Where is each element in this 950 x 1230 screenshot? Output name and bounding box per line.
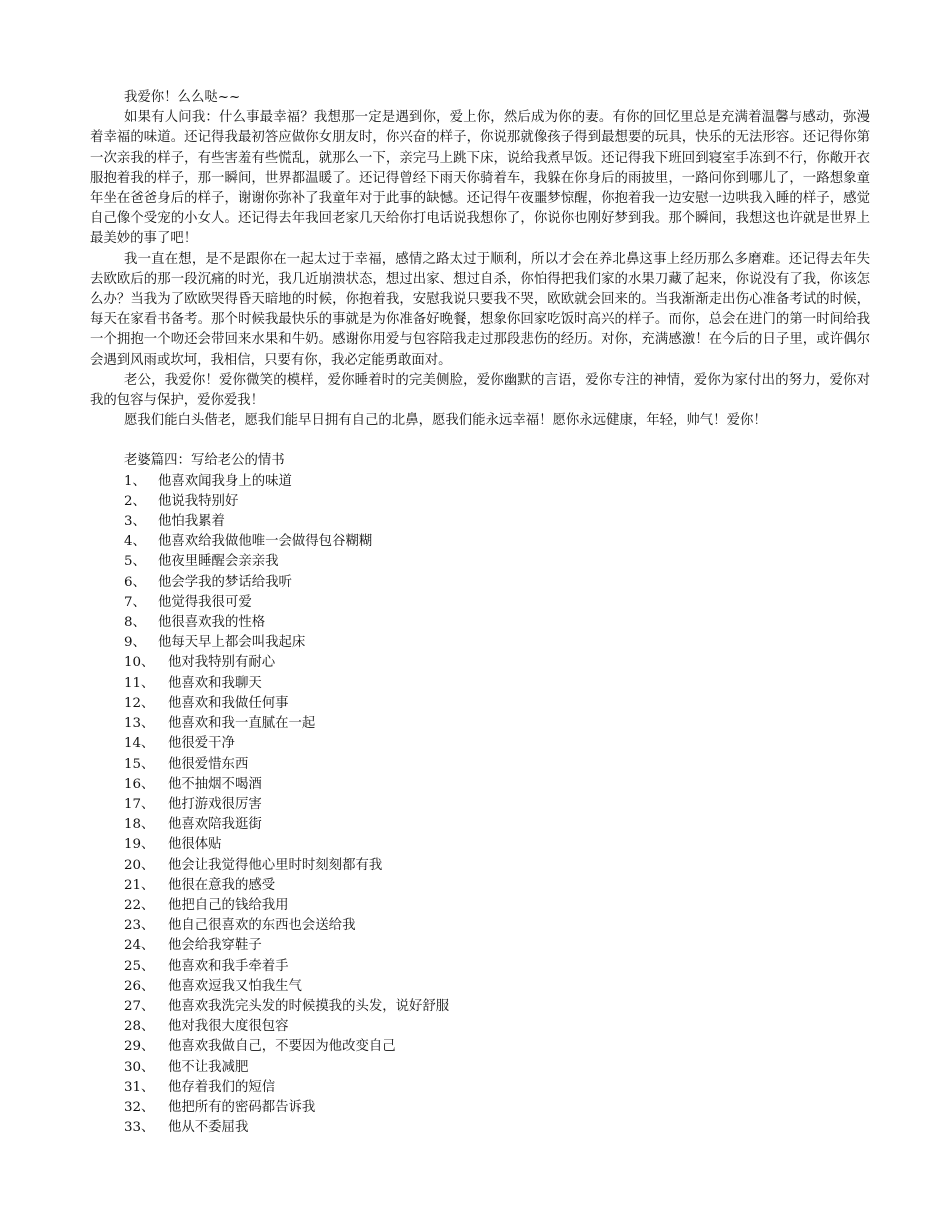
list-item-text: 他喜欢给我做他唯一会做得包谷糊糊 — [158, 534, 373, 550]
list-item-number: 27、 — [124, 998, 155, 1014]
list-item-number: 25、 — [124, 958, 155, 974]
list-item-text: 他每天早上都会叫我起床 — [158, 635, 306, 651]
list-item-number: 28、 — [124, 1019, 155, 1035]
list-item — [90, 876, 870, 896]
list-item — [90, 896, 870, 916]
list-item — [90, 694, 870, 714]
list-item — [90, 552, 870, 572]
list-item — [90, 835, 870, 855]
list-item-number: 9、 — [124, 635, 146, 651]
list-item-number: 30、 — [124, 1059, 155, 1075]
love-list — [90, 472, 870, 1139]
list-item-text: 他会学我的梦话给我听 — [158, 574, 292, 590]
list-item-text: 他很喜欢我的性格 — [158, 615, 266, 631]
list-item-number: 21、 — [124, 877, 155, 893]
list-item-number: 4、 — [124, 534, 146, 550]
list-item-text: 他从不委屈我 — [168, 1120, 249, 1136]
list-item-number: 3、 — [124, 514, 146, 530]
list-item — [90, 492, 870, 512]
list-item — [90, 653, 870, 673]
list-item-text: 他喜欢逗我又怕我生气 — [168, 978, 302, 994]
list-item — [90, 734, 870, 754]
list-item-text: 他喜欢和我聊天 — [168, 675, 262, 691]
list-item-text: 他把自己的钱给我用 — [168, 897, 289, 913]
list-item — [90, 472, 870, 492]
list-item-number: 10、 — [124, 655, 155, 671]
list-item — [90, 532, 870, 552]
list-item-number: 19、 — [124, 837, 155, 853]
greeting-line: 我爱你！么么哒~~ — [124, 90, 241, 105]
list-item-number: 24、 — [124, 938, 155, 954]
list-item — [90, 1017, 870, 1037]
list-item — [90, 916, 870, 936]
list-item-text: 他喜欢和我手牵着手 — [168, 958, 289, 974]
section-title: 老婆篇四：写给老公的情书 — [124, 453, 285, 469]
list-item-text: 他很体贴 — [168, 837, 222, 853]
list-item-text: 他喜欢闻我身上的味道 — [158, 473, 292, 489]
list-item-text: 他觉得我很可爱 — [158, 594, 252, 610]
list-item-text: 他喜欢我洗完头发的时候摸我的头发，说好舒服 — [168, 998, 450, 1014]
list-item-text: 他喜欢我做自己，不要因为他改变自己 — [168, 1039, 396, 1055]
list-item-text: 他怕我累着 — [158, 514, 225, 530]
list-item-number: 13、 — [124, 716, 155, 732]
list-item — [90, 1037, 870, 1057]
list-item — [90, 755, 870, 775]
list-item — [90, 815, 870, 835]
list-item — [90, 593, 870, 613]
list-item — [90, 1078, 870, 1098]
list-item-number: 14、 — [124, 736, 155, 752]
list-item — [90, 936, 870, 956]
list-item — [90, 633, 870, 653]
list-item-text: 他喜欢陪我逛街 — [168, 817, 262, 833]
list-item-text: 他打游戏很厉害 — [168, 796, 262, 812]
list-item-number: 23、 — [124, 918, 155, 934]
list-item-text: 他很爱干净 — [168, 736, 235, 752]
blank-line — [90, 431, 870, 451]
list-item-number: 15、 — [124, 756, 155, 772]
list-item-text: 他不让我减肥 — [168, 1059, 249, 1075]
list-item — [90, 1098, 870, 1118]
paragraph-3: 老公，我爱你！爱你微笑的模样，爱你睡着时的完美侧脸，爱你幽默的言语，爱你专注的神情，爱你为家付出的努力，爱你对我的包容与保护，爱你爱我！ — [90, 372, 870, 409]
list-item-number: 20、 — [124, 857, 155, 873]
list-item-text: 他对我很大度很包容 — [168, 1019, 289, 1035]
list-item-number: 8、 — [124, 615, 146, 631]
list-item — [90, 795, 870, 815]
list-item-text: 他喜欢和我做任何事 — [168, 695, 289, 711]
list-item — [90, 573, 870, 593]
list-item-text: 他不抽烟不喝酒 — [168, 776, 262, 792]
list-item-number: 6、 — [124, 574, 146, 590]
list-item — [90, 856, 870, 876]
list-item-number: 12、 — [124, 695, 155, 711]
list-item-text: 他存着我们的短信 — [168, 1079, 276, 1095]
list-item-number: 2、 — [124, 493, 146, 509]
list-item-text: 他夜里睡醒会亲亲我 — [158, 554, 279, 570]
list-item-text: 他对我特别有耐心 — [168, 655, 276, 671]
paragraph-2: 我一直在想，是不是跟你在一起太过于幸福，感情之路太过于顺利，所以才会在养北鼻这事上经历那么多磨难。还记得去年失去欧欧后的那一段沉痛的时光，我几近崩溃状态，想过出家、想过自杀，你怕得把我们家的水果刀藏了起来，你说没有了我，你该怎么办？当我为了欧欧哭得昏天暗地的时候，你抱着我，安慰我说只要我不哭，欧欧就会回来的。当我渐渐走出伤心准备考试的时候，每天在家看书备考。那个时候我最快乐的事就是为你准备好晚餐，想象你回家吃饭时高兴的样子。而你，总会在进门的第一时间给我一个拥抱一个吻还会带回来水果和牛奶。感谢你用爱与包容陪我走过那段悲伤的经历。对你，充满感激！在今后的日子里，或许偶尔会遇到风雨或坎坷，我相信，只要有你，我必定能勇敢面对。 — [90, 251, 870, 368]
list-item-number: 17、 — [124, 796, 155, 812]
list-item — [90, 775, 870, 795]
list-item — [90, 613, 870, 633]
list-item-number: 18、 — [124, 817, 155, 833]
list-item-text: 他很爱惜东西 — [168, 756, 249, 772]
list-item-number: 29、 — [124, 1039, 155, 1055]
list-item-number: 22、 — [124, 897, 155, 913]
list-item-number: 33、 — [124, 1120, 155, 1136]
list-item-text: 他会给我穿鞋子 — [168, 938, 262, 954]
paragraph-1: 如果有人问我：什么事最幸福？我想那一定是遇到你，爱上你，然后成为你的妻。有你的回忆里总是充满着温馨与感动，弥漫着幸福的味道。还记得我最初答应做你女朋友时，你兴奋的样子，你说那就像孩子得到最想要的玩具，快乐的无法形容。还记得你第一次亲我的样子，有些害羞有些慌乱，就那么一下，亲完马上跳下床，说给我煮早饭。还记得我下班回到寝室手冻到不行，你敞开衣服抱着我的样子，那一瞬间，世界都温暖了。还记得曾经下雨天你骑着车，我躲在你身后的雨披里，一路问你到哪儿了，一路想象童年坐在爸爸身后的样子，谢谢你弥补了我童年对于此事的缺憾。还记得午夜噩梦惊醒，你抱着我一边安慰一边哄我入睡的样子，感觉自己像个受宠的小女人。还记得去年我回老家几天给你打电话说我想你了，你说你也刚好梦到我。那个瞬间，我想这也许就是世界上最美妙的事了吧！ — [90, 110, 870, 247]
list-item — [90, 674, 870, 694]
list-item — [90, 1058, 870, 1078]
list-item-number: 26、 — [124, 978, 155, 994]
list-item-number: 32、 — [124, 1099, 155, 1115]
list-item-text: 他会让我觉得他心里时时刻刻都有我 — [168, 857, 383, 873]
list-item — [90, 1118, 870, 1138]
list-item — [90, 714, 870, 734]
list-item — [90, 997, 870, 1017]
list-item-text: 他自己很喜欢的东西也会送给我 — [168, 918, 356, 934]
list-item-text: 他喜欢和我一直腻在一起 — [168, 716, 316, 732]
list-item-text: 他说我特别好 — [158, 493, 239, 509]
list-item — [90, 512, 870, 532]
list-item — [90, 957, 870, 977]
paragraph-4: 愿我们能白头偕老，愿我们能早日拥有自己的北鼻，愿我们能永远幸福！愿你永远健康，年轻，帅气！爱你！ — [124, 413, 767, 429]
list-item-number: 7、 — [124, 594, 146, 610]
list-item-number: 16、 — [124, 776, 155, 792]
list-item-number: 31、 — [124, 1079, 155, 1095]
list-item-number: 11、 — [124, 675, 155, 691]
list-item-text: 他把所有的密码都告诉我 — [168, 1099, 316, 1115]
list-item-text: 他很在意我的感受 — [168, 877, 276, 893]
list-item — [90, 977, 870, 997]
list-item-number: 5、 — [124, 554, 146, 570]
list-item-number: 1、 — [124, 473, 146, 489]
document-page — [90, 88, 870, 1138]
